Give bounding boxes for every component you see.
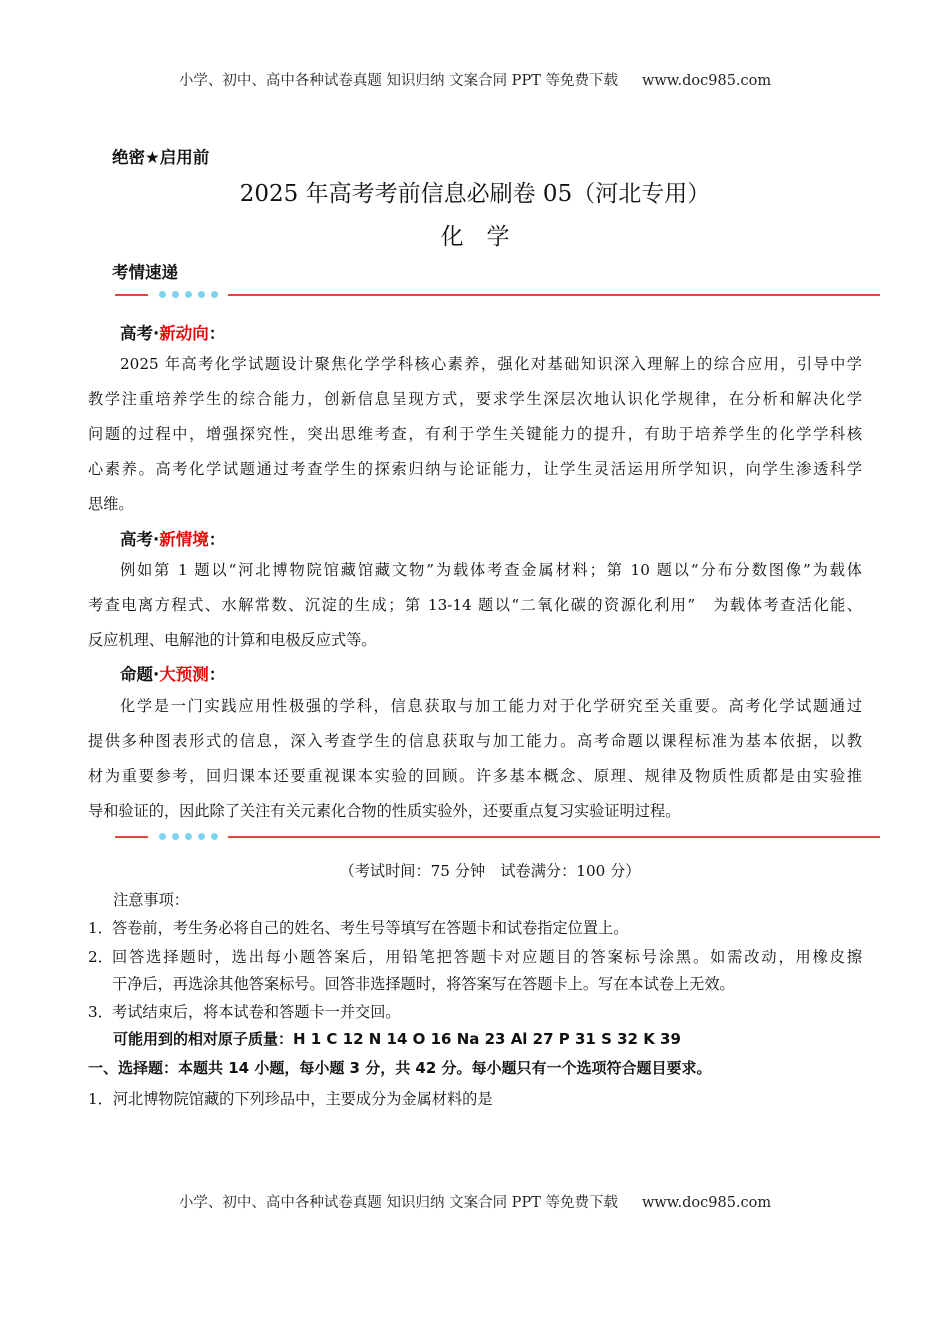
page-header <box>0 69 950 90</box>
footer-url[interactable]: www.doc985.com <box>641 1195 772 1211</box>
atomic-masses: 可能用到的相对原子质量：H 1 C 12 N 14 O 16 Na 23 Al 27 P 31 S 32 K 39 <box>113 1030 681 1048</box>
note-number: 1． <box>88 919 113 937</box>
section-prefix: 高考· <box>120 324 160 343</box>
section-highlight: 新动向 <box>159 324 209 343</box>
section-heading <box>120 320 225 344</box>
section-suffix: ： <box>208 665 226 684</box>
note-text: 干净后，再选涂其他答案标号。回答非选择题时，将答案写在答题卡上。写在本试卷上无效。 <box>112 975 735 993</box>
exam-info: （考试时间：75 分钟 试卷满分：100 分） <box>339 862 641 880</box>
note-number: 3． <box>88 1003 113 1021</box>
paragraph-line: 例如第 1 题以“河北博物院馆藏馆藏文物”为载体考查金属材料；第 10 题以“分布分数图像”为载体 <box>120 561 862 579</box>
page-footer <box>0 1191 950 1212</box>
paragraph-line: 反应机理、电解池的计算和电极反应式等。 <box>88 631 377 649</box>
divider <box>115 290 880 300</box>
paragraph-line: 化学是一门实践应用性极强的学科，信息获取与加工能力对于化学研究至关重要。高考化学试题通过 <box>120 697 862 715</box>
divider <box>115 832 880 842</box>
note-text: 回答选择题时，选出每小题答案后，用铅笔把答题卡对应题目的答案标号涂黑。如需改动，用橡皮擦 <box>112 948 862 966</box>
section-prefix: 命题· <box>120 665 160 684</box>
paragraph-line: 心素养。高考化学试题通过考查学生的探索归纳与论证能力，让学生灵活运用所学知识，向学生渗透科学 <box>88 460 862 478</box>
section-prefix: 高考· <box>120 530 160 549</box>
paragraph-line: 问题的过程中，增强探究性，突出思维考查，有利于学生关键能力的提升，有助于培养学生的化学学科核 <box>88 425 862 443</box>
section-suffix: ： <box>208 324 226 343</box>
overview-heading: 考情速递 <box>112 263 178 282</box>
paragraph-line: 提供多种图表形式的信息，深入考查学生的信息获取与加工能力。高考命题以课程标准为基本依据，以教 <box>88 732 862 750</box>
section-highlight: 新情境 <box>159 530 209 549</box>
page-title: 2025 年高考考前信息必刷卷 05（河北专用） <box>239 181 711 207</box>
note-text: 考试结束后，将本试卷和答题卡一并交回。 <box>112 1003 401 1021</box>
note-number: 2． <box>88 948 113 966</box>
section-suffix: ： <box>208 530 226 549</box>
header-text: 小学、初中、高中各种试卷真题 知识归纳 文案合同 PPT 等免费下载 <box>178 73 618 89</box>
section-highlight: 大预测 <box>159 665 209 684</box>
paragraph-line: 教学注重培养学生的综合能力，创新信息呈现方式，要求学生深层次地认识化学规律，在分析和解决化学 <box>88 390 862 408</box>
footer-text: 小学、初中、高中各种试卷真题 知识归纳 文案合同 PPT 等免费下载 <box>178 1195 618 1211</box>
header-url[interactable]: www.doc985.com <box>641 73 772 89</box>
section-heading <box>120 661 225 685</box>
paragraph-line: 考查电离方程式、水解常数、沉淀的生成；第 13-14 题以“二氧化碳的资源化利用” 为载体考查活化能、 <box>88 596 862 614</box>
subject-title: 化 学 <box>440 224 510 250</box>
question-1: 1．河北博物院馆藏的下列珍品中，主要成分为金属材料的是 <box>88 1090 493 1108</box>
paragraph-line: 2025 年高考化学试题设计聚焦化学学科核心素养，强化对基础知识深入理解上的综合应用，引导中学 <box>120 355 862 373</box>
notes-heading: 注意事项： <box>113 891 189 909</box>
paragraph-line: 材为重要参考，回归课本还要重视课本实验的回顾。许多基本概念、原理、规律及物质性质都是由实验推 <box>88 767 862 785</box>
secret-label: 绝密★启用前 <box>112 148 210 167</box>
paragraph-line: 思维。 <box>88 495 134 513</box>
paragraph-line: 导和验证的，因此除了关注有关元素化合物的性质实验外，还要重点复习实验证明过程。 <box>88 802 681 820</box>
part1-heading: 一、选择题：本题共 14 小题，每小题 3 分，共 42 分。每小题只有一个选项符合题目要求。 <box>88 1059 712 1077</box>
note-text: 答卷前，考生务必将自己的姓名、考生号等填写在答题卡和试卷指定位置上。 <box>112 919 629 937</box>
section-heading <box>120 526 225 550</box>
